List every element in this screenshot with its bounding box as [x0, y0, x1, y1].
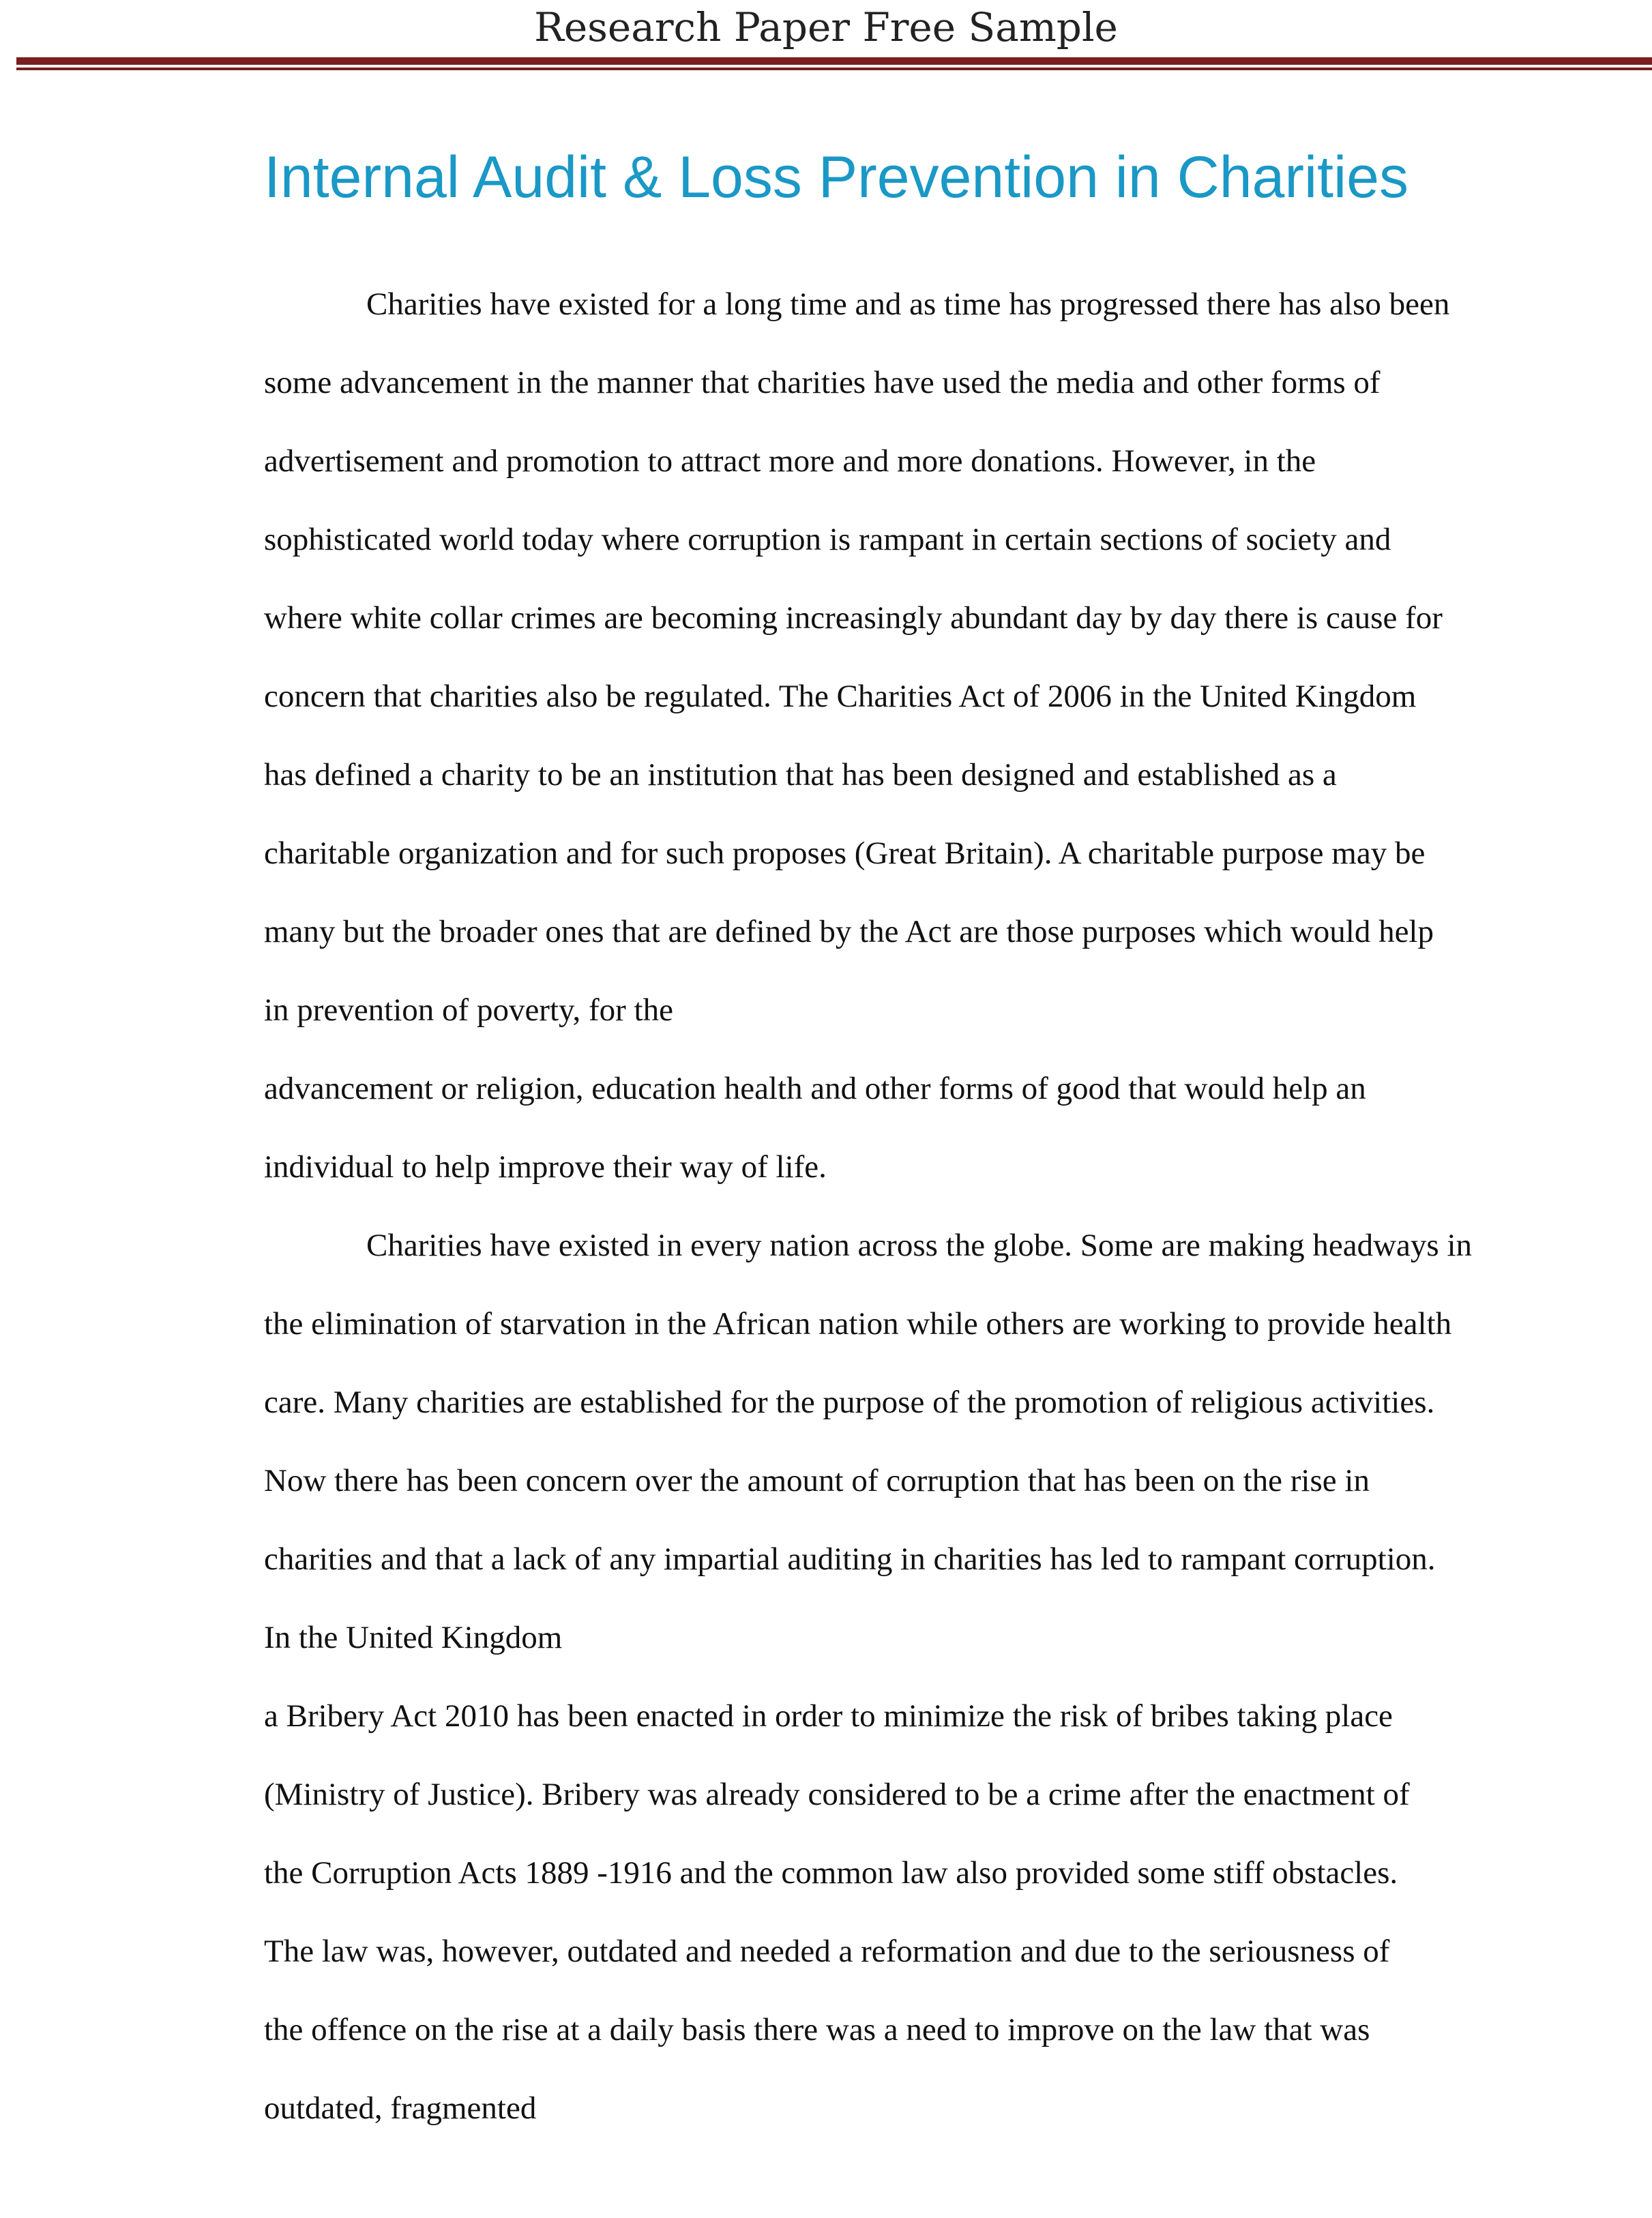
text-line: The law was, however, outdated and needed a reformation and due to the seriousness of [264, 1934, 1390, 1969]
text-line: Charities have existed for a long time and as time has progressed there has also been [366, 286, 1450, 322]
text-line: advertisement and promotion to attract more and more donations. However, in the [264, 443, 1316, 479]
text-line: Charities have existed in every nation across the globe. Some are making headways in [366, 1228, 1473, 1263]
text-line: a Bribery Act 2010 has been enacted in order to minimize the risk of bribes taking place [264, 1698, 1393, 1734]
text-line: many but the broader ones that are defined by the Act are those purposes which would help [264, 914, 1434, 949]
document-title: Internal Audit & Loss Prevention in Charities [264, 145, 1408, 210]
text-line: In the United Kingdom [264, 1620, 563, 1655]
text-line: in prevention of poverty, for the [264, 992, 673, 1028]
text-line: the Corruption Acts 1889 -1916 and the common law also provided some stiff obstacles. [264, 1855, 1398, 1891]
text-line: Now there has been concern over the amount of corruption that has been on the rise in [264, 1463, 1370, 1498]
text-line: has defined a charity to be an institution that has been designed and established as a [264, 757, 1337, 793]
text-line: care. Many charities are established for the purpose of the promotion of religious activities. [264, 1385, 1435, 1420]
header-rule-thin [16, 68, 1652, 70]
text-line: the elimination of starvation in the African nation while others are working to provide health [264, 1306, 1452, 1342]
text-line: outdated, fragmented [264, 2090, 537, 2126]
header-rule-thick [16, 57, 1652, 65]
text-line: charities and that a lack of any impartial auditing in charities has led to rampant corruption. [264, 1541, 1436, 1577]
text-line: (Ministry of Justice). Bribery was already considered to be a crime after the enactment of [264, 1777, 1410, 1812]
text-line: sophisticated world today where corruption is rampant in certain sections of society and [264, 522, 1391, 557]
text-line: where white collar crimes are becoming increasingly abundant day by day there is cause for [264, 600, 1443, 636]
text-line: charitable organization and for such proposes (Great Britain). A charitable purpose may be [264, 836, 1426, 871]
text-line: some advancement in the manner that charities have used the media and other forms of [264, 365, 1381, 400]
body-text [264, 265, 1560, 2148]
text-line: the offence on the rise at a daily basis there was a need to improve on the law that was [264, 2012, 1370, 2047]
text-line: individual to help improve their way of life. [264, 1149, 827, 1185]
text-line: concern that charities also be regulated. The Charities Act of 2006 in the United Kingdom [264, 679, 1417, 714]
text-line: advancement or religion, education health and other forms of good that would help an [264, 1071, 1366, 1106]
running-header: Research Paper Free Sample [534, 4, 1118, 50]
